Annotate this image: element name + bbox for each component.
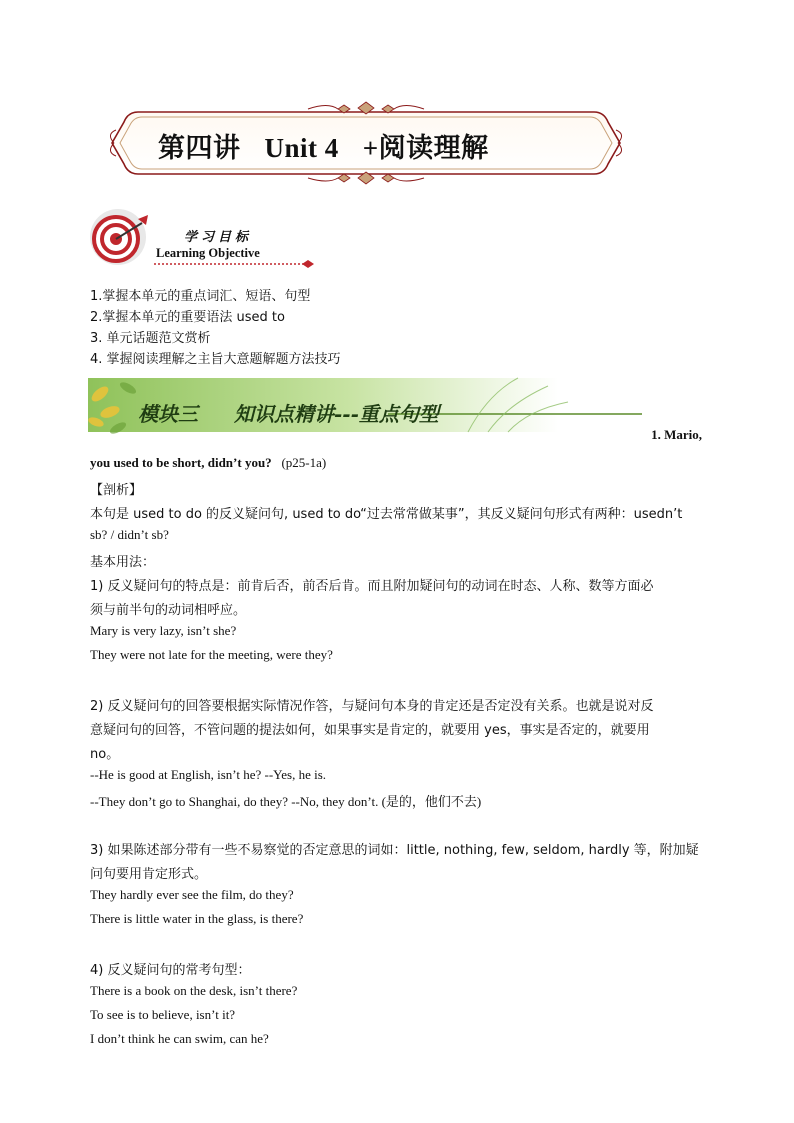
rule-4-heading: 4) 反义疑问句的常考句型： [90, 963, 251, 978]
objective-item: 1.掌握本单元的重点词汇、短语、句型 [90, 289, 311, 304]
item-number: 1. Mario, [651, 427, 702, 442]
module-heading [138, 398, 439, 427]
key-sentence-line [90, 455, 704, 471]
objective-heading-en: Learning Objective [156, 246, 260, 260]
objectives-list [90, 286, 341, 370]
analysis-text-2: sb? / didn’t sb? [90, 527, 169, 542]
example-sentence: There is a book on the desk, isn’t there? [90, 983, 298, 998]
page-title [158, 126, 489, 165]
analysis-text-1: 本句是 used to do 的反义疑问句, used to do“过去常常做某事”，其反义疑问句形式有两种：usedn’t [90, 507, 683, 522]
rule-2-line-1: 2) 反义疑问句的回答要根据实际情况作答，与疑问句本身的肯定还是否定没有关系。也就是说对反 [90, 699, 654, 714]
example-sentence: --They don’t go to Shanghai, do they? --No, they don’t. (是的，他们不去) [90, 794, 482, 809]
title-lecture: 第四讲 [158, 133, 241, 163]
objective-item: 3. 单元话题范文赏析 [90, 331, 211, 346]
analysis-heading: 【剖析】 [90, 483, 143, 498]
module-title: 知识点精讲---重点句型 [234, 402, 439, 426]
basic-usage-heading: 基本用法： [90, 555, 156, 570]
rule-2-line-2: 意疑问句的回答，不管问题的提法如何，如果事实是肯定的，就要用 yes，事实是否定的，就要用 [90, 723, 650, 738]
page-reference: (p25-1a) [281, 455, 327, 470]
rule-2-line-3: no。 [90, 747, 120, 762]
rule-1-line-1: 1) 反义疑问句的特点是：前肯后否，前否后肯。而且附加疑问句的动词在时态、人称、数等方面必 [90, 579, 654, 594]
example-sentence: There is little water in the glass, is there? [90, 911, 304, 926]
title-unit: Unit 4 [264, 133, 339, 163]
objective-heading-cn: 学习目标 [184, 230, 253, 245]
rule-3-line-2: 问句要用肯定形式。 [90, 867, 208, 882]
example-sentence: To see is to believe, isn’t it? [90, 1007, 236, 1022]
rule-1-line-2: 须与前半句的动词相呼应。 [90, 603, 247, 618]
example-sentence: Mary is very lazy, isn’t she? [90, 623, 237, 638]
example-sentence: They hardly ever see the film, do they? [90, 887, 294, 902]
title-topic: +阅读理解 [362, 133, 489, 163]
key-sentence: you used to be short, didn’t you? [90, 455, 272, 470]
example-sentence: I don’t think he can swim, can he? [90, 1031, 269, 1046]
rule-3-line-1: 3) 如果陈述部分带有一些不易察觉的否定意思的词如：little, nothing, few, seldom, hardly 等，附加疑 [90, 843, 699, 858]
example-sentence: They were not late for the meeting, were they? [90, 647, 333, 662]
example-sentence: --He is good at English, isn’t he? --Yes, he is. [90, 767, 327, 782]
objective-item: 2.掌握本单元的重要语法 used to [90, 310, 285, 325]
objective-item: 4. 掌握阅读理解之主旨大意题解题方法技巧 [90, 352, 341, 367]
module-label: 模块三 [138, 402, 198, 426]
